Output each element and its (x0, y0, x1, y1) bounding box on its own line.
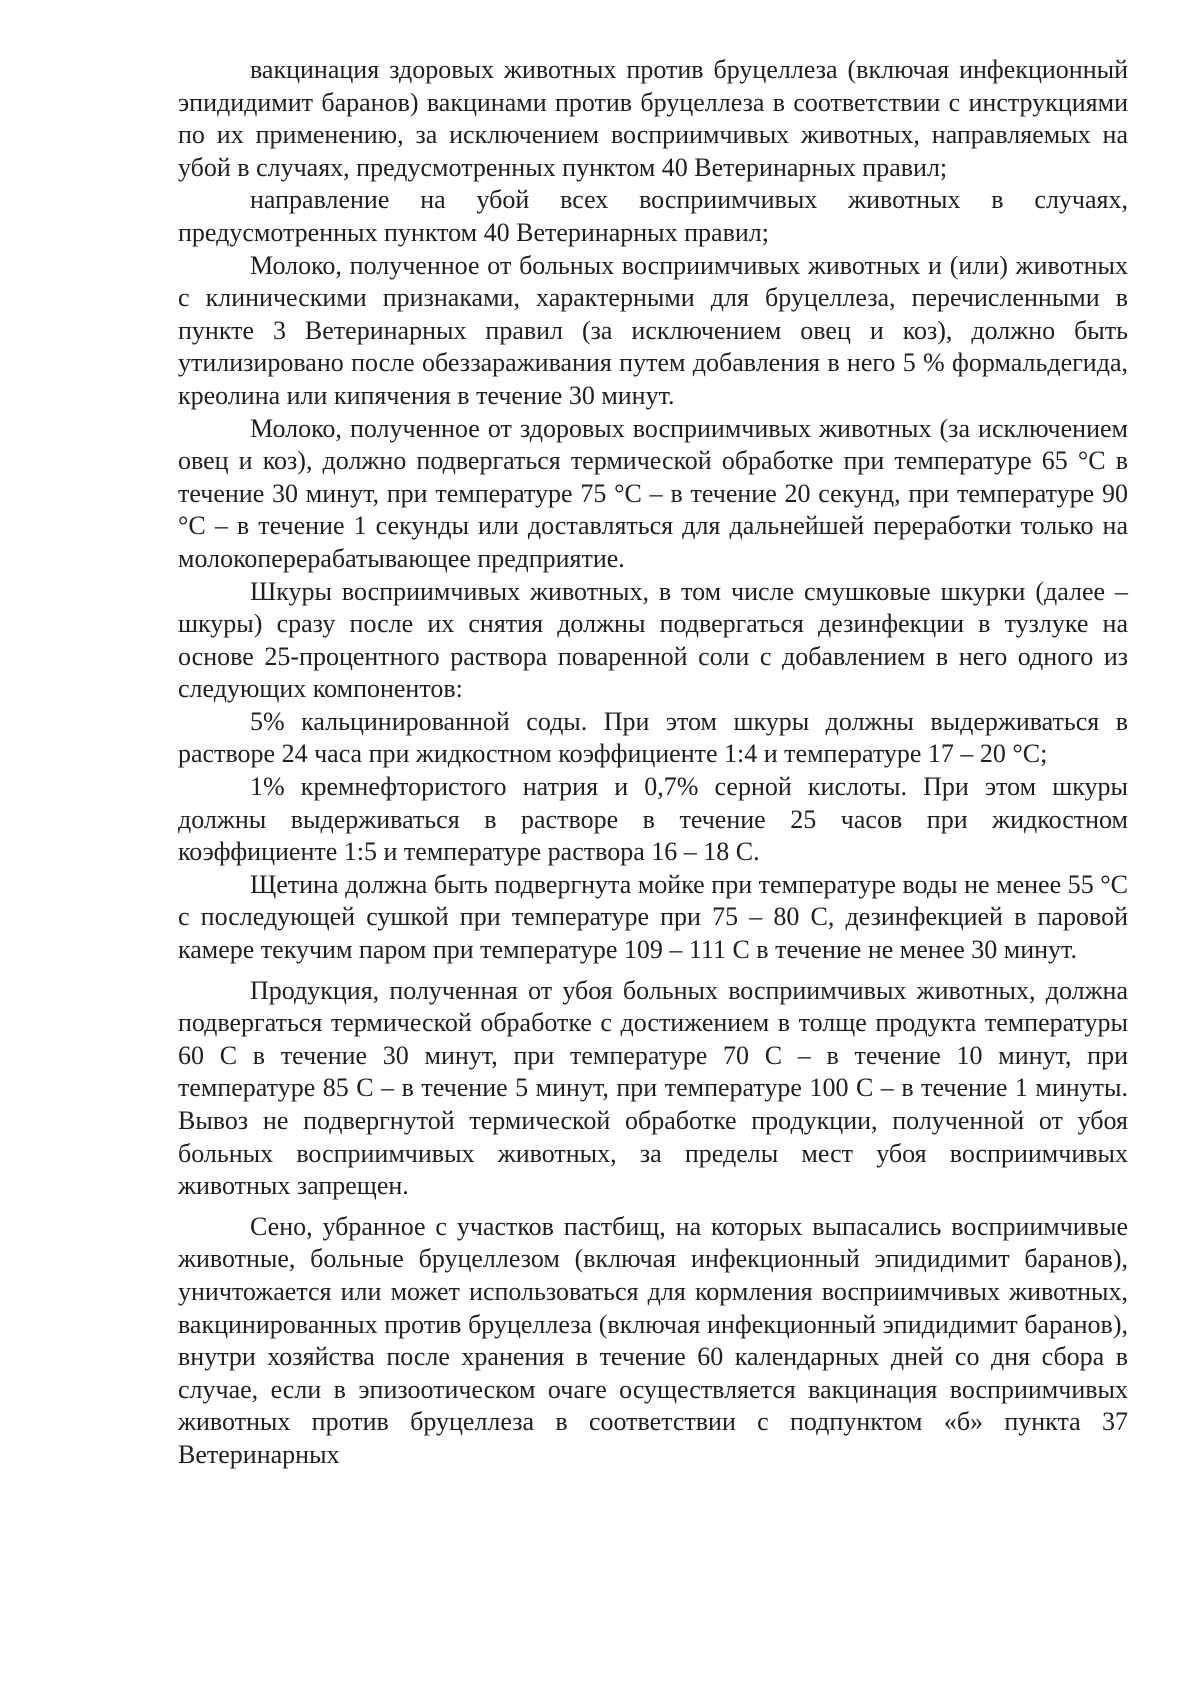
paragraph-bristle: Щетина должна быть подвергнута мойке при температуре воды не менее 55 °C с последующей сушкой при температуре при 75 – 80 С, дезинфекцией в паровой камере текучим паром при температуре 109 – 111 С в течение не менее 30 минут. (178, 869, 1128, 965)
document-body (178, 54, 1128, 1472)
paragraph-milk-healthy: Молоко, полученное от здоровых восприимчивых животных (за исключением овец и коз), должно подвергаться термической обработке при температуре 65 °C в течение 30 минут, при температуре 75 °C – в течение 20 секунд, при температуре 90 °C – в течение 1 секунды или доставляться для дальнейшей переработки только на молокоперерабатывающее предприятие. (178, 413, 1128, 573)
paragraph-sodium-fluorosilicate: 1% кремнефтористого натрия и 0,7% серной кислоты. При этом шкуры должны выдерживаться в растворе в течение 25 часов при жидкостном коэффициенте 1:5 и температуре раствора 16 – 18 С. (178, 772, 1128, 867)
paragraph-hides: Шкуры восприимчивых животных, в том числе смушковые шкурки (далее – шкуры) сразу после их снятия должны подвергаться дезинфекции в тузлуке на основе 25-процентного раствора поваренной соли с добавлением в него одного из следующих компонентов: (178, 576, 1128, 704)
paragraph-soda: 5% кальцинированной соды. При этом шкуры должны выдерживаться в растворе 24 часа при жидкостном коэффициенте 1:4 и температуре 17 – 20 °C; (178, 706, 1128, 769)
paragraph-milk-sick: Молоко, полученное от больных восприимчивых животных и (или) животных с клиническими признаками, характерными для бруцеллеза, перечисленными в пункте 3 Ветеринарных правил (за исключением овец и коз), должно быть утилизировано после обеззараживания путем добавления в него 5 % формальдегида, креолина или кипячения в течение 30 минут. (178, 250, 1128, 410)
paragraph-products: Продукция, полученная от убоя больных восприимчивых животных, должна подвергаться термической обработке с достижением в толще продукта температуры 60 С в течение 30 минут, при температуре 70 С – в течение 10 минут, при температуре 85 С – в течение 5 минут, при температуре 100 С – в течение 1 минуты. Вывоз не подвергнутой термической обработке продукции, полученной от убоя больных восприимчивых животных, за пределы мест убоя восприимчивых животных запрещен. (178, 975, 1128, 1201)
paragraph-vaccination: вакцинация здоровых животных против бруцеллеза (включая инфекционный эпидидимит баранов) вакцинами против бруцеллеза в соответствии с инструкциями по их применению, за исключением восприимчивых животных, направляемых на убой в случаях, предусмотренных пунктом 40 Ветеринарных правил; (178, 55, 1128, 182)
paragraph-slaughter: направление на убой всех восприимчивых животных в случаях, предусмотренных пунктом 40 Ветеринарных правил; (178, 185, 1128, 247)
paragraph-hay: Сено, убранное с участков пастбищ, на которых выпасались восприимчивые животные, больные бруцеллезом (включая инфекционный эпидидимит баранов), уничтожается или может использоваться для кормления восприимчивых животных, вакцинированных против бруцеллеза (включая инфекционный эпидидимит баранов), внутри хозяйства после хранения в течение 60 календарных дней со дня сбора в случае, если в эпизоотическом очаге осуществляется вакцинация восприимчивых животных против бруцеллеза в соответствии с подпунктом «б» пункта 37 Ветеринарных (178, 1211, 1128, 1469)
